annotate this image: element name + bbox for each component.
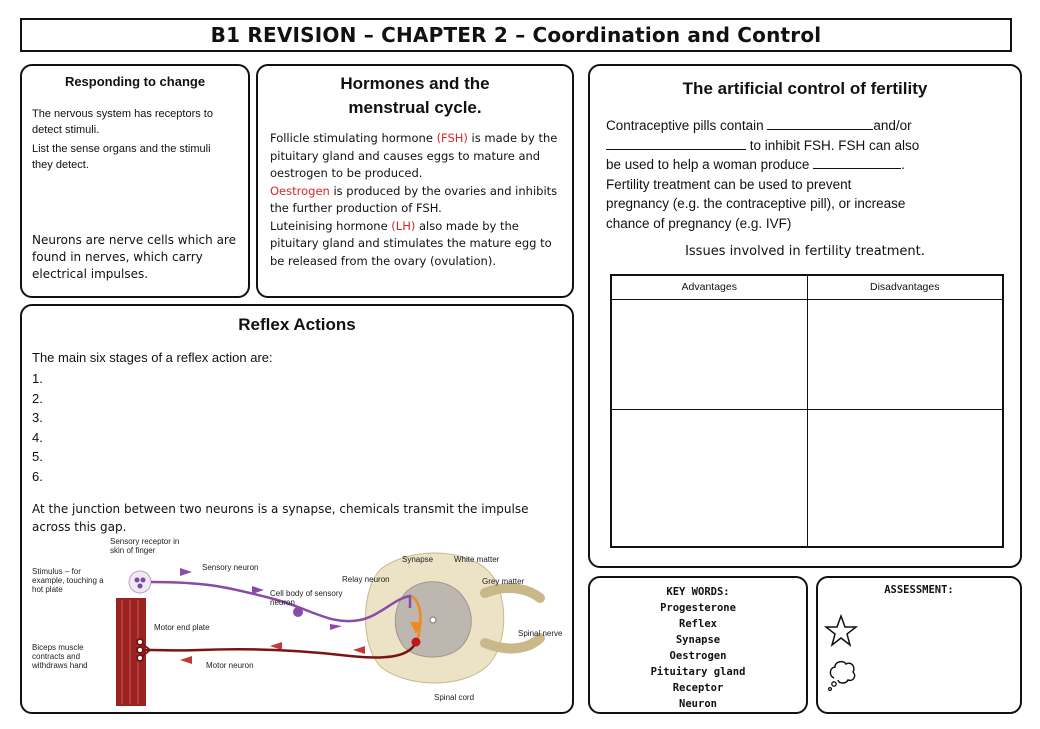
motor-end-plate	[137, 639, 150, 661]
hormones-p3a: Luteinising hormone	[270, 218, 392, 233]
disadvantages-cell[interactable]	[807, 299, 1003, 409]
keyword: Reflex	[679, 618, 717, 630]
reflex-stage: 6.	[32, 468, 43, 484]
star-outline-icon[interactable]	[824, 614, 858, 648]
fertility-l5: pregnancy (e.g. the contraceptive pill), or increase	[606, 196, 906, 211]
reflex-stage: 1.	[32, 371, 43, 386]
label-white-matter: White matter	[454, 555, 500, 564]
fertility-l2b: to inhibit FSH. FSH can also	[746, 137, 920, 153]
blank-line-1	[767, 117, 873, 130]
reflex-intro: The main six stages of a reflex action are:	[32, 350, 273, 365]
label-grey-matter: Grey matter	[482, 577, 525, 586]
fertility-l1a: Contraceptive pills contain	[606, 118, 768, 133]
label-cell-body: Cell body of sensory neuron	[270, 589, 343, 607]
blank-line-3	[813, 156, 901, 169]
reflex-stage: 4.	[32, 429, 43, 445]
reflex-stage: 2.	[32, 390, 43, 406]
keyword: Neuron	[679, 698, 717, 710]
hormones-p1b: is made by the pituitary gland and causes eggs to mature and oestrogen to be produced.	[270, 131, 558, 180]
advantages-cell[interactable]	[611, 299, 807, 409]
col-advantages: Advantages	[611, 275, 807, 299]
keyword: Progesterone	[660, 602, 736, 614]
fertility-l3b: .	[901, 157, 905, 172]
label-motor-end-plate: Motor end plate	[154, 623, 210, 632]
reflex-stage: 3.	[32, 410, 43, 425]
sensory-cell-body	[293, 607, 303, 617]
sensory-receptor	[129, 571, 151, 593]
label-spinal-nerve: Spinal nerve	[518, 629, 563, 638]
responding-text-2: List the sense organs and the stimuli they detect.	[32, 143, 211, 171]
keywords-panel	[588, 576, 808, 714]
hormones-p2b: is produced by the ovaries and inhibits the further production of FSH.	[270, 183, 558, 215]
disadvantages-cell[interactable]	[807, 409, 1003, 547]
fertility-l1b: and/or	[873, 118, 912, 133]
responding-text-3: Neurons are nerve cells which are found in nerves, which carry electrical impulses.	[32, 233, 236, 281]
reflex-stage-list	[32, 369, 43, 486]
label-motor-neuron: Motor neuron	[206, 661, 254, 670]
responding-title: Responding to change	[64, 74, 206, 89]
thought-bubble-icon[interactable]	[826, 658, 858, 692]
responding-text-1: The nervous system has receptors to detect stimuli.	[32, 108, 213, 136]
assessment-title: ASSESSMENT:	[884, 584, 954, 596]
responding-panel	[20, 64, 250, 298]
label-sensory: Sensory neuron	[202, 563, 259, 572]
label-synapse: Synapse	[402, 555, 434, 564]
label-relay: Relay neuron	[342, 575, 390, 584]
keywords-title: KEY WORDS:	[666, 586, 730, 598]
fertility-l3a: be used to help a woman produce	[606, 157, 814, 172]
lh-term: (LH)	[391, 218, 416, 233]
synapse-text: At the junction between two neurons is a synapse, chemicals transmit the impulse across this gap.	[32, 502, 529, 534]
label-receptor: Sensory receptor in skin of finger	[110, 538, 180, 555]
keyword: Receptor	[672, 682, 724, 694]
reflex-panel	[20, 304, 574, 714]
fsh-term: (FSH)	[436, 131, 468, 145]
keyword: Pituitary gland	[650, 666, 746, 678]
hormones-p1a: Follicle stimulating hormone	[270, 131, 437, 145]
label-stimulus: Stimulus – for example, touching a hot plate	[32, 567, 104, 594]
page-title: B1 REVISION – CHAPTER 2 – Coordination and Control	[210, 23, 822, 47]
hormones-body	[270, 130, 568, 270]
label-biceps: Biceps muscle contracts and withdraws hand	[32, 643, 88, 670]
label-spinal-cord: Spinal cord	[434, 693, 475, 702]
hormones-p3b: also made by the pituitary gland and stimulates the mature egg to be released from the ovary (ovulation).	[270, 218, 552, 268]
col-disadvantages: Disadvantages	[807, 275, 1003, 299]
impulse-arrows	[180, 568, 342, 630]
keyword: Synapse	[675, 634, 721, 646]
reflex-stage: 5.	[32, 449, 43, 464]
reflex-title: Reflex Actions	[238, 315, 356, 334]
hormones-title: Hormones and the menstrual cycle.	[340, 74, 490, 117]
advantages-cell[interactable]	[611, 409, 807, 547]
reflex-arc-diagram	[30, 538, 570, 708]
assessment-panel	[816, 576, 1022, 714]
motor-cell-body	[412, 638, 421, 647]
issues-heading: Issues involved in fertility treatment.	[685, 244, 925, 259]
fertility-l6: chance of pregnancy (e.g. IVF)	[606, 215, 792, 231]
fertility-text	[606, 116, 986, 233]
hormones-panel	[256, 64, 574, 298]
spinal-cord	[366, 553, 541, 683]
keyword: Oestrogen	[669, 650, 727, 662]
title-bar	[20, 18, 1012, 52]
fertility-title: The artificial control of fertility	[682, 79, 928, 98]
fertility-l4: Fertility treatment can be used to prevent	[606, 176, 852, 192]
oestrogen-term: Oestrogen	[270, 183, 330, 198]
blank-line-2	[606, 137, 746, 150]
advantages-table	[610, 274, 1004, 548]
